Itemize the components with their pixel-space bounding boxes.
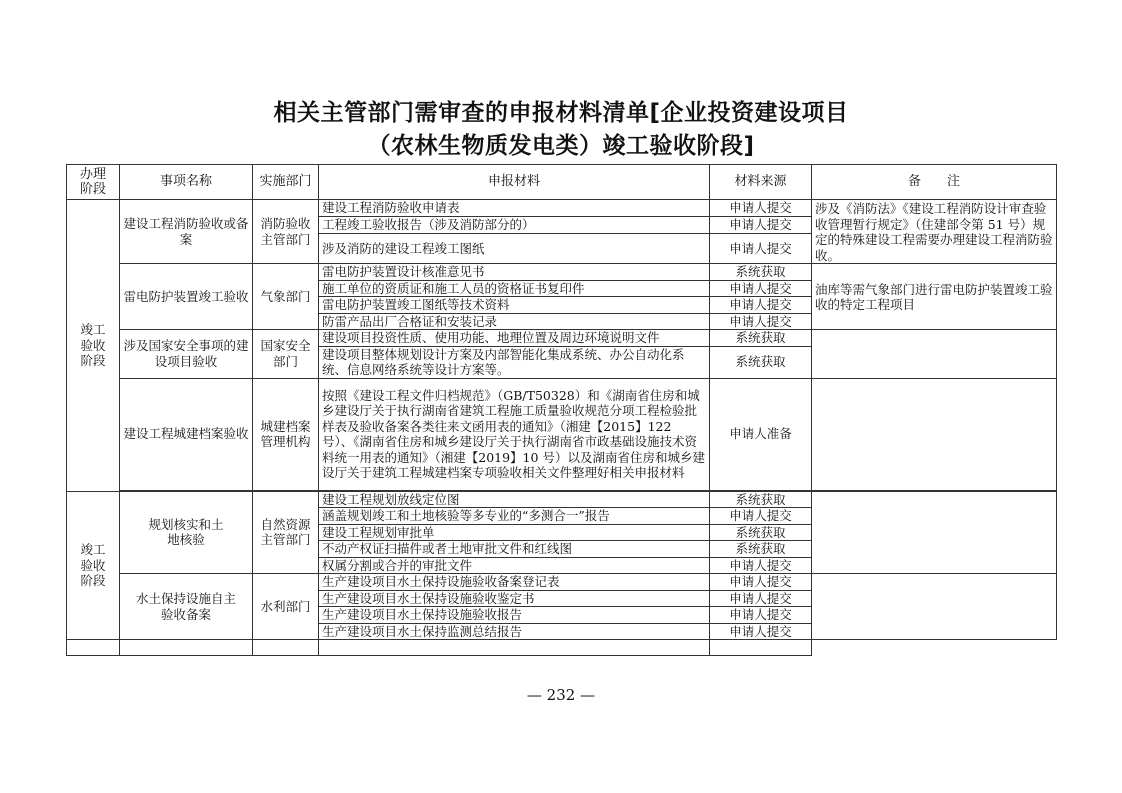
material-cell: 建设项目整体规划设计方案及内部智能化集成系统、办公自动化系统、信息网络系统等设计方案等。 <box>319 346 710 378</box>
source-cell: 系统获取 <box>710 346 812 378</box>
note-cell: 涉及《消防法》《建设工程消防设计审查验收管理暂行规定》（住建部令第 51 号）规定的特殊建设工程需要办理建设工程消防验收。 <box>812 200 1057 264</box>
note-cell-empty <box>812 378 1057 490</box>
source-cell: 系统获取 <box>710 541 812 558</box>
source-cell: 申请人提交 <box>710 200 812 217</box>
header-source: 材料来源 <box>710 165 812 200</box>
item-name-cell: 建设工程消防验收或备案 <box>120 200 253 264</box>
table-row <box>67 330 1057 347</box>
material-cell: 建设项目投资性质、使用功能、地理位置及周边环境说明文件 <box>319 330 710 347</box>
material-cell: 涵盖规划竣工和土地核验等多专业的“多测合一”报告 <box>319 508 710 525</box>
material-cell: 生产建设项目水土保持设施验收报告 <box>319 607 710 624</box>
stage-cell: 竣工验收阶段 <box>67 491 120 640</box>
source-cell: 申请人提交 <box>710 233 812 264</box>
material-cell: 雷电防护装置竣工图纸等技术资料 <box>319 297 710 314</box>
empty-cell <box>319 640 710 656</box>
materials-table <box>66 164 1057 656</box>
header-item: 事项名称 <box>120 165 253 200</box>
material-cell: 工程竣工验收报告（涉及消防部分的） <box>319 216 710 233</box>
source-cell: 申请人提交 <box>710 216 812 233</box>
header-material: 申报材料 <box>319 165 710 200</box>
material-cell: 生产建设项目水土保持设施验收备案登记表 <box>319 574 710 591</box>
source-cell: 系统获取 <box>710 330 812 347</box>
source-cell: 系统获取 <box>710 264 812 281</box>
table-row <box>67 378 1057 490</box>
table-row <box>67 574 1057 591</box>
note-cell: 油库等需气象部门进行雷电防护装置竣工验收的特定工程项目 <box>812 264 1057 330</box>
material-cell: 不动产权证扫描件或者土地审批文件和红线图 <box>319 541 710 558</box>
table-row <box>67 264 1057 281</box>
empty-cell <box>710 640 812 656</box>
material-cell: 权属分割或合并的审批文件 <box>319 557 710 574</box>
material-cell: 施工单位的资质证和施工人员的资格证书复印件 <box>319 280 710 297</box>
note-cell-empty <box>812 574 1057 640</box>
empty-cell <box>120 640 253 656</box>
item-name-cell: 规划核实和土地核验 <box>120 491 253 574</box>
material-cell: 生产建设项目水土保持监测总结报告 <box>319 623 710 640</box>
table-row <box>67 491 1057 508</box>
source-cell: 申请人准备 <box>710 378 812 490</box>
note-cell-empty <box>812 330 1057 379</box>
source-cell: 申请人提交 <box>710 313 812 330</box>
stage-cell: 竣工验收阶段 <box>67 200 120 492</box>
material-cell: 生产建设项目水土保持设施验收鉴定书 <box>319 590 710 607</box>
material-cell: 雷电防护装置设计核准意见书 <box>319 264 710 281</box>
empty-cell <box>67 640 120 656</box>
source-cell: 申请人提交 <box>710 574 812 591</box>
header-stage: 办理阶段 <box>67 165 120 200</box>
page-title-line-1: 相关主管部门需审查的申报材料清单[企业投资建设项目 <box>273 100 849 126</box>
item-name-cell: 建设工程城建档案验收 <box>120 378 253 490</box>
item-name-cell: 雷电防护装置竣工验收 <box>120 264 253 330</box>
header-dept: 实施部门 <box>253 165 319 200</box>
material-cell: 防雷产品出厂合格证和安装记录 <box>319 313 710 330</box>
page-title-line-2: （农林生物质发电类）竣工验收阶段] <box>367 133 755 159</box>
source-cell: 申请人提交 <box>710 557 812 574</box>
dept-cell: 气象部门 <box>253 264 319 330</box>
item-name-cell: 涉及国家安全事项的建设项目验收 <box>120 330 253 379</box>
source-cell: 申请人提交 <box>710 590 812 607</box>
dept-cell: 消防验收主管部门 <box>253 200 319 264</box>
dept-cell: 国家安全部门 <box>253 330 319 379</box>
source-cell: 申请人提交 <box>710 297 812 314</box>
source-cell: 申请人提交 <box>710 280 812 297</box>
note-cell-empty <box>812 491 1057 574</box>
source-cell: 系统获取 <box>710 524 812 541</box>
material-cell: 建设工程规划放线定位图 <box>319 491 710 508</box>
dept-cell: 城建档案管理机构 <box>253 378 319 490</box>
source-cell: 申请人提交 <box>710 607 812 624</box>
source-cell: 申请人提交 <box>710 508 812 525</box>
table-header-row <box>67 165 1057 200</box>
material-cell: 按照《建设工程文件归档规范》（GB/T50328）和《湖南省住房和城乡建设厅关于执行湖南省建筑工程施工质量验收规范分项工程检验批样表及验收备案各类往来文函用表的通知》（湘建【2015】122 号）、《湖南省住房和城乡建设厅关于执行湖南省市政基础设施技术资料统一用表的通知》（湘建【2019】10 号）以及湖南省住房和城乡建设厅关于建筑工程城建档案专项验收相关文件整理好相关申报材料 <box>319 378 710 490</box>
material-cell: 建设工程消防验收申请表 <box>319 200 710 217</box>
source-cell: 系统获取 <box>710 491 812 508</box>
empty-cell <box>253 640 319 656</box>
item-name-cell: 水土保持设施自主验收备案 <box>120 574 253 640</box>
table-row-empty <box>67 640 1057 656</box>
table-row <box>67 200 1057 217</box>
dept-cell: 水利部门 <box>253 574 319 640</box>
material-cell: 涉及消防的建设工程竣工图纸 <box>319 233 710 264</box>
page-number: — 232 — <box>526 686 596 704</box>
source-cell: 申请人提交 <box>710 623 812 640</box>
header-note: 备 注 <box>812 165 1057 200</box>
material-cell: 建设工程规划审批单 <box>319 524 710 541</box>
dept-cell: 自然资源主管部门 <box>253 491 319 574</box>
